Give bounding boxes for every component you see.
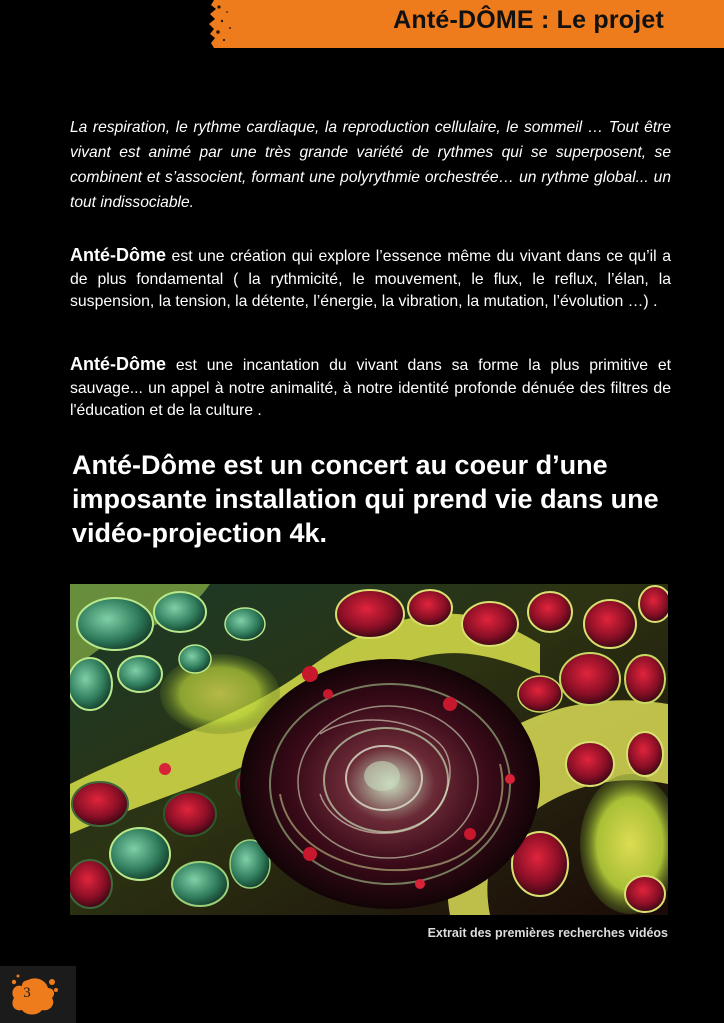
page-number-badge	[0, 966, 76, 1023]
header-banner	[208, 0, 724, 48]
page-number: 3	[23, 985, 31, 1001]
brand-name: Anté-Dôme	[70, 354, 167, 374]
fluid-art-illustration	[70, 584, 668, 915]
paragraph-text: est une incantation du vivant dans sa forme la plus primitive et sauvage... un appel à notre animalité, à notre identité profonde dénuée des filtres de l'éducation et de la culture .	[70, 357, 671, 419]
headline: Anté-Dôme est un concert au coeur d’une imposante installation qui prend vie dans une vidéo-projection 4k.	[72, 450, 659, 548]
intro-paragraph: La respiration, le rythme cardiaque, la reproduction cellulaire, le sommeil … Tout être vivant est animé par une très grande variété de rythmes qui se superposent, se combinent et s’associent, formant une polyrythmie orchestrée… un rythme global... un tout indissociable.	[70, 119, 671, 211]
page-title: Anté-DÔME : Le projet	[393, 6, 664, 34]
brand-name: Anté-Dôme	[70, 245, 167, 265]
description-paragraph	[70, 353, 671, 423]
paragraph-text: est une création qui explore l’essence même du vivant dans ce qu’il a de plus fondamental ( la rythmicité, le mouvement, le flux, le reflux, l’élan, la suspension, la tension, la détente, l’énergie, la vibration, la mutation, l’évolution …) .	[70, 248, 671, 310]
fluid-art-image	[70, 584, 668, 915]
grunge-edge-decoration	[208, 0, 238, 48]
image-caption: Extrait des premières recherches vidéos	[427, 926, 668, 940]
description-paragraph	[70, 244, 671, 314]
